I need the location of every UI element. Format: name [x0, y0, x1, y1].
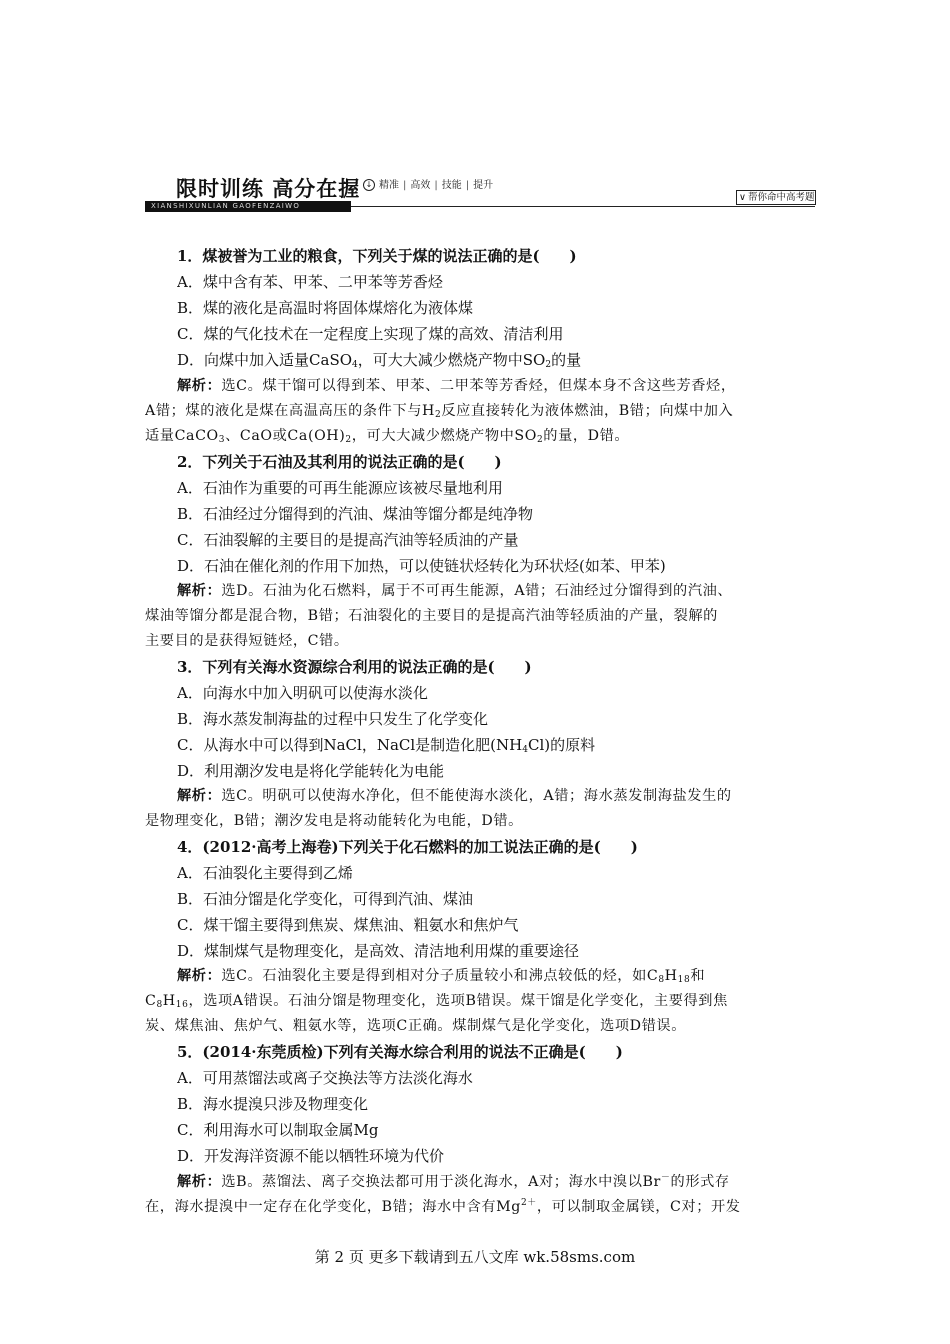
banner-box-label: 帮你命中高考题 — [747, 192, 815, 203]
question-2-stem: 2．下列关于石油及其利用的说法正确的是( ) — [177, 453, 502, 471]
question-3-option-a: A．向海水中加入明矾可以使海水淡化 — [177, 684, 428, 702]
question-1-stem: 1．煤被誉为工业的粮食，下列关于煤的说法正确的是( ) — [177, 247, 577, 265]
banner-tag: 精准 — [379, 180, 399, 191]
banner-box — [736, 190, 816, 205]
banner-tag: 提升 — [473, 180, 494, 191]
question-4-option-b: B．石油分馏是化学变化，可得到汽油、煤油 — [177, 890, 474, 908]
question-2-option-a: A．石油作为重要的可再生能源应该被尽量地利用 — [177, 479, 503, 497]
question-3-explanation-cont: 是物理变化，B错；潮汐发电是将动能转化为电能，D错。 — [145, 813, 523, 829]
question-2-option-d: D．石油在催化剂的作用下加热，可以使链状烃转化为环状烃(如苯、甲苯) — [177, 557, 666, 575]
question-1-explanation-cont: A错；煤的液化是煤在高温高压的条件下与$H_2$反应直接转化为液体燃油，B错；向煤中加入 — [145, 403, 734, 420]
tag-separator: | — [434, 180, 438, 191]
question-1-option-d: D．向煤中加入适量CaSO$_4$，可大大减少燃烧产物中$SO_2$的量 — [177, 351, 582, 370]
question-3-option-c: C．从海水中可以得到NaCl，NaCl是制造化肥$(NH_4Cl)$的原料 — [177, 736, 596, 755]
banner-tags — [363, 179, 493, 193]
question-2-explanation-cont: 煤油等馏分都是混合物，B错；石油裂化的主要目的是提高汽油等轻质油的产量，裂解的 — [145, 608, 718, 624]
page-footer: 第 2 页 更多下载请到五八文库 wk.58sms.com — [314, 1248, 636, 1266]
question-3-explanation: 解析：选C。明矾可以使海水净化，但不能使海水淡化，A错；海水蒸发制海盐发生的 — [177, 788, 732, 804]
question-5-explanation: 解析：选B。蒸馏法、离子交换法都可用于淡化海水，A对；海水中溴以Br－的形式存 — [177, 1173, 730, 1190]
question-5-option-a: A．可用蒸馏法或离子交换法等方法淡化海水 — [177, 1069, 473, 1087]
question-4-stem: 4．(2012·高考上海卷)下列关于化石燃料的加工说法正确的是( ) — [177, 838, 638, 856]
question-3-option-d: D．利用潮汐发电是将化学能转化为电能 — [177, 762, 445, 780]
banner-tag: 技能 — [441, 180, 462, 191]
question-5-option-c: C．利用海水可以制取金属Mg — [177, 1121, 379, 1139]
question-5-option-b: B．海水提溴只涉及物理变化 — [177, 1095, 369, 1113]
question-4-explanation-cont: 炭、煤焦油、焦炉气、粗氨水等，选项C正确。煤制煤气是化学变化，选项D错误。 — [145, 1018, 686, 1034]
question-1-option-c: C．煤的气化技术在一定程度上实现了煤的高效、清洁利用 — [177, 325, 564, 343]
question-5-stem: 5．(2014·东莞质检)下列有关海水综合利用的说法不正确是( ) — [177, 1043, 623, 1061]
question-3-option-b: B．海水蒸发制海盐的过程中只发生了化学变化 — [177, 710, 489, 728]
question-4-option-d: D．煤制煤气是物理变化，是高效、清洁地利用煤的重要途径 — [177, 942, 580, 960]
question-2-explanation-cont: 主要目的是获得短链烃，C错。 — [145, 633, 349, 649]
question-5-option-d: D．开发海洋资源不能以牺牲环境为代价 — [177, 1147, 445, 1165]
banner-pinyin: XIANSHIXUNLIAN GAOFENZAIWO — [151, 202, 301, 210]
question-4-option-a: A．石油裂化主要得到乙烯 — [177, 864, 353, 882]
chevron-down-icon: ∨ — [739, 192, 746, 203]
question-4-option-c: C．煤干馏主要得到焦炭、煤焦油、粗氨水和焦炉气 — [177, 916, 519, 934]
question-1-explanation-cont: 适量CaCO$_3$、CaO或$Ca(OH)_2$，可大大减少燃烧产物中$SO_2$的量，D错。 — [145, 428, 630, 445]
banner-rule — [351, 206, 815, 207]
tag-separator: | — [465, 180, 470, 191]
banner-tag: 高效 — [410, 180, 431, 191]
banner-title: 限时训练 高分在握 — [176, 177, 361, 201]
question-1-option-b: B．煤的液化是高温时将固体煤熔化为液体煤 — [177, 299, 474, 317]
question-4-explanation: 解析：选C。石油裂化主要是得到相对分子质量较小和沸点较低的烃，如$C_8H_{18}$和 — [177, 968, 706, 985]
question-5-explanation-cont: 在，海水提溴中一定存在化学变化，B错；海水中含有$Mg^{2+}$，可以制取金属镁，C对；开发 — [145, 1198, 741, 1215]
question-1-option-a: A．煤中含有苯、甲苯、二甲苯等芳香烃 — [177, 273, 443, 291]
question-3-stem: 3．下列有关海水资源综合利用的说法正确的是( ) — [177, 658, 532, 676]
tag-separator: | — [403, 180, 407, 191]
question-2-option-c: C．石油裂解的主要目的是提高汽油等轻质油的产量 — [177, 531, 519, 549]
question-1-explanation: 解析：选C。煤干馏可以得到苯、甲苯、二甲苯等芳香烃，但煤本身不含这些芳香烃， — [177, 378, 736, 394]
section-banner — [145, 176, 815, 208]
question-2-explanation: 解析：选D。石油为化石燃料，属于不可再生能源，A错；石油经过分馏得到的汽油、 — [177, 583, 733, 599]
question-4-explanation-cont: $C_8H_{16}$，选项A错误。石油分馏是物理变化，选项B错误。煤干馏是化学变化，主要得到焦 — [145, 993, 728, 1010]
down-circle-icon: ↓ — [363, 179, 375, 191]
question-2-option-b: B．石油经过分馏得到的汽油、煤油等馏分都是纯净物 — [177, 505, 534, 523]
